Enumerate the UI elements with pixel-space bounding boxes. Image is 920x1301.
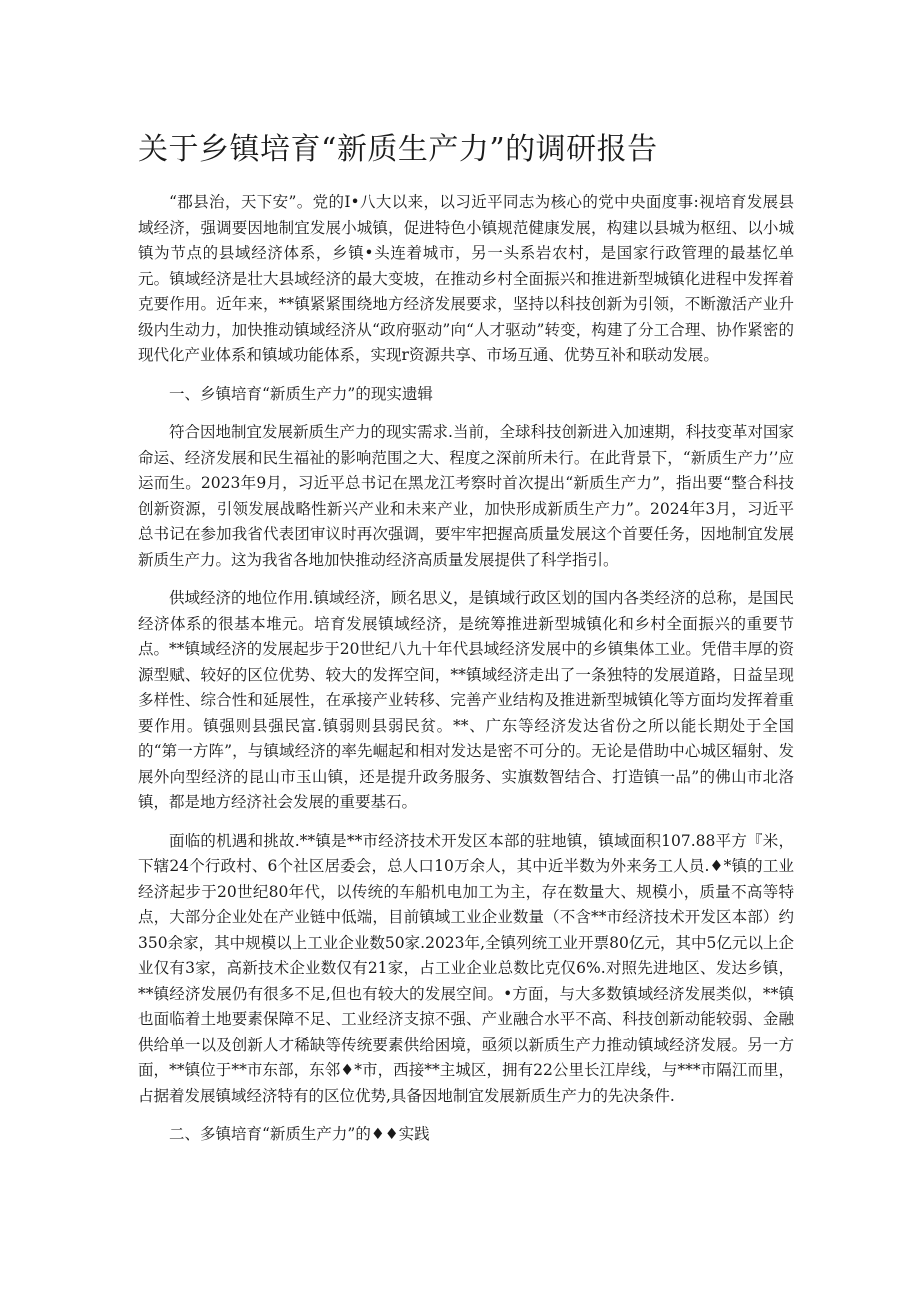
intro-paragraph: “郡县治，天下安”。党的I•八大以来，以习近平同志为核心的党中央面度事:视培育发展县域经济，强调要因地制宜发展小城镇，促进特色小镇规范健康发展，构建以县城为枢纽、以小城镇为节点的县域经济体系，乡镇•头连着城市，另一头系岩农村，是国家行政管理的最基忆单元。镇域经济是壮大县域经济的最大变坡，在推动乡村全面振兴和推进新型城镇化进程中发挥着克要作用。近年来，**镇紧紧围绕地方经济发展要求，坚持以科技创新为引领，不断激活产业升级内生动力，加快推动镇域经济从“政府驱动”向“人才驱动”转变，构建了分工合理、协作紧密的现代化产业体系和镇域功能体系，实现r资源共享、市场互通、优势互补和联动发展。 [138,193,794,364]
document-title: 关于乡镇培育“新质生产力”的调研报告 [138,132,658,167]
body-paragraph: 供域经济的地位作用.镇域经济，顾名思义，是镇域行政区划的国内各类经济的总称，是国民经济体系的很基本堆元。培育发展镇域经济，是统筹推进新型城镇化和乡村全面振兴的重要节点。**镇域经济的发展起步于20世纪八九十年代县域经济发展中的乡镇集体工业。凭借丰厚的资源型赋、较好的区位优势、较大的发挥空间，**镇域经济走出了一条独特的发展道路，日益呈现多样性、综合性和延展性，在承接产业转移、完善产业结构及推进新型城镇化等方面均发挥着重要作用。镇强则县强民富.镇弱则县弱民贫。**、广东等经济发达省份之所以能长期处于全国的“第一方阵”，与镇域经济的率先崛起和相对发达是密不可分的。无论是借助中心城区辐射、发展外向型经济的昆山市玉山镇，还是提升政务服务、实旗数智结合、打造镇一品”的佛山市北洛镇，都是地方经济社会发展的重要基石。 [138,589,794,811]
section-heading-1: 一、乡镇培育“新质生产力”的现实遗辑 [169,384,433,403]
body-paragraph: 符合因地制宜发展新质生产力的现实需求.当前，全球科技创新进入加速期，科技变革对国家命运、经济发展和民生福祉的影响范围之大、程度之深前所未行。在此背景下，“新质生产力’’应运而生。2023年9月，习近平总书记在黑龙江考察时首次提出“新质生产力”，指出要“整合科技创新资源，引领发展战略性新兴产业和未来产业，加快形成新质生产力”。2024年3月，习近平总书记在参加我省代表团审议时再次强调，要牢牢把握高质量发展这个首要任务，因地制宜发展新质生产力。这为我省各地加快推动经济高质量发展提供了科学指引。 [138,423,794,569]
body-paragraph: 面临的机遇和挑故.**镇是**市经济技术开发区本部的驻地镇，镇域面积107.88平方『米，下辖24个行政村、6个社区居委会，总人口10万余人，其中近半数为外来务工人员.♦*镇的工业经济起步于20世纪80年代，以传统的车船机电加工为主，存在数量大、规模小，质量不高等特点，大部分企业处在产业链中低端，目前镇域工业企业数量（不含**市经济技术开发区本部）约350余家，其中规模以上工业企业数50家.2023年,全镇列统工业开票80亿元，其中5亿元以上企业仅有3家，高新技术企业数仅有21家，占工业企业总数比克仅6%.对照先进地区、发达乡镇，**镇经济发展仍有很多不足,但也有较大的发展空间。•方面，与大多数镇域经济发展类似，**镇也面临着土地要素保障不足、工业经济支掠不强、产业融合水平不高、科技创新动能较弱、金融供给单一以及创新人才稀缺等传统要素供给困境，亟须以新质生产力推动镇域经济发屐。另一方面，**镇位于**市东部，东邻♦*市，西接**主城区，拥有22公里长江岸线，与***市隔江而里，占据着发展镇域经济特有的区位优势,具备因地制宜发展新质生产力的先决条件. [138,831,794,1105]
document-page [138,128,794,1161]
section-heading-2: 二、多镇培育“新质生产力”的♦♦实践 [169,1125,430,1143]
